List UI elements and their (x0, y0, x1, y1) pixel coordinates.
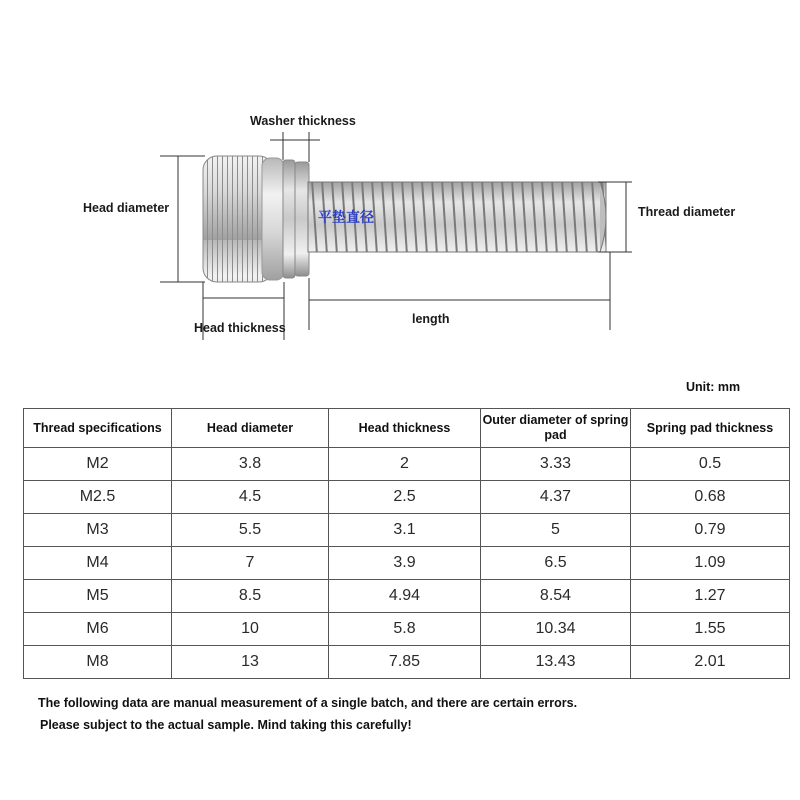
table-cell: 3.1 (329, 514, 481, 547)
table-cell: 4.5 (172, 481, 329, 514)
table-cell: 1.27 (631, 580, 790, 613)
table-cell: 3.33 (481, 448, 631, 481)
table-row (24, 547, 790, 580)
spring-washer (283, 160, 309, 278)
table-row (24, 613, 790, 646)
column-header-spring-pad-outer-diameter: Outer diameter of spring pad (481, 409, 631, 448)
table-cell: M4 (24, 547, 172, 580)
table-cell: 3.8 (172, 448, 329, 481)
table-cell: 2 (329, 448, 481, 481)
table-cell: 0.68 (631, 481, 790, 514)
screw-spec-table (23, 408, 790, 679)
table-cell: 4.94 (329, 580, 481, 613)
column-header-head-thickness: Head thickness (329, 409, 481, 448)
disclaimer-note-1: The following data are manual measurement of a single batch, and there are certain errors. (38, 696, 578, 710)
table-cell: M5 (24, 580, 172, 613)
thread-diameter-label: Thread diameter (638, 205, 736, 219)
table-cell: 4.37 (481, 481, 631, 514)
table-cell: M2.5 (24, 481, 172, 514)
table-cell: 0.5 (631, 448, 790, 481)
table-row (24, 481, 790, 514)
table-cell: M8 (24, 646, 172, 679)
table-cell: 6.5 (481, 547, 631, 580)
table-cell: 2.5 (329, 481, 481, 514)
table-cell: 13 (172, 646, 329, 679)
column-header-thread-spec: Thread specifications (24, 409, 172, 448)
table-cell: 8.5 (172, 580, 329, 613)
table-cell: 10.34 (481, 613, 631, 646)
table-row (24, 514, 790, 547)
table-row (24, 580, 790, 613)
length-label: length (412, 312, 450, 326)
table-cell: 5.8 (329, 613, 481, 646)
head-diameter-label: Head diameter (83, 201, 170, 215)
table-cell: 1.09 (631, 547, 790, 580)
table-cell: 10 (172, 613, 329, 646)
table-cell: M3 (24, 514, 172, 547)
table-cell: 3.9 (329, 547, 481, 580)
table-cell: 13.43 (481, 646, 631, 679)
table-header-row (24, 409, 790, 448)
table-cell: 1.55 (631, 613, 790, 646)
head-thickness-label: Head thickness (194, 321, 286, 335)
disclaimer-note-2: Please subject to the actual sample. Mind taking this carefully! (40, 718, 412, 732)
table-cell: M2 (24, 448, 172, 481)
table-cell: 7.85 (329, 646, 481, 679)
table-cell: 0.79 (631, 514, 790, 547)
table-cell: 5 (481, 514, 631, 547)
screw-dimension-diagram (0, 0, 800, 360)
washer-thickness-label: Washer thickness (250, 114, 356, 128)
table-row (24, 646, 790, 679)
table-cell: 5.5 (172, 514, 329, 547)
unit-label: Unit: mm (686, 380, 741, 394)
screw-head (203, 156, 284, 282)
table-row (24, 448, 790, 481)
washer-outer-diameter-cn-label: 平垫直径 (318, 209, 374, 225)
screw-illustration (0, 0, 800, 360)
table-cell: 2.01 (631, 646, 790, 679)
table-cell: 7 (172, 547, 329, 580)
table-cell: M6 (24, 613, 172, 646)
column-header-spring-pad-thickness: Spring pad thickness (631, 409, 790, 448)
column-header-head-diameter: Head diameter (172, 409, 329, 448)
table-cell: 8.54 (481, 580, 631, 613)
